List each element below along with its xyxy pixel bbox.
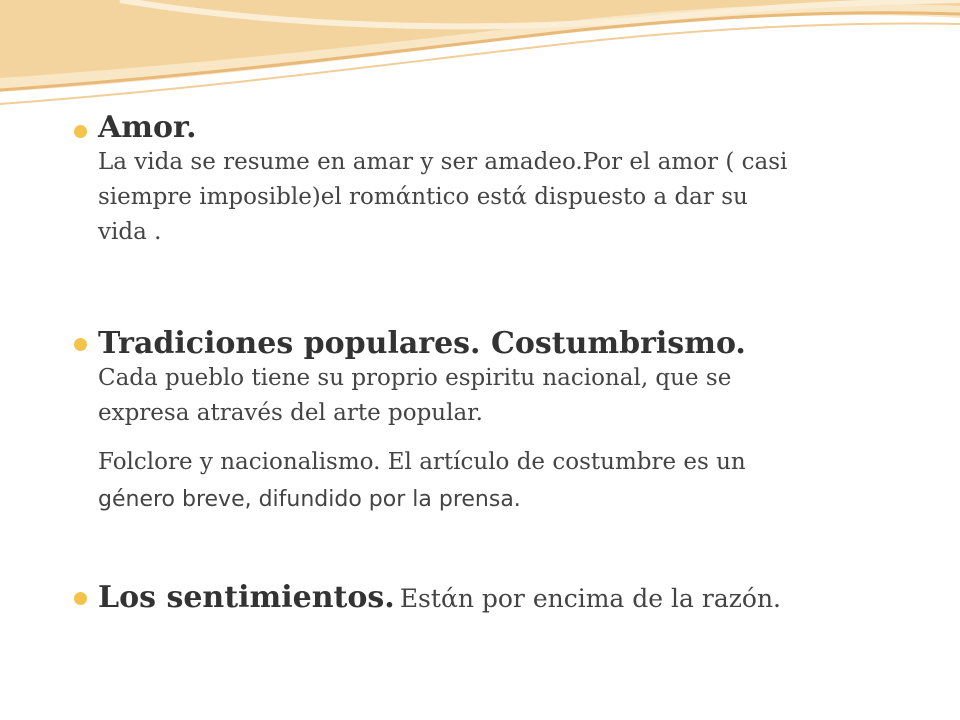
text-line: expresa através del arte popular.	[98, 400, 483, 426]
text-line: Folclore y nacionalismo. El artículo de costumbre es un	[98, 449, 746, 475]
text-line: siempre imposible)el romάntico estά dispuesto a dar su	[98, 184, 748, 210]
text-line: género breve, difundido por la prensa.	[98, 487, 521, 512]
bullet-icon	[74, 338, 87, 351]
heading-sentimientos: Los sentimientos.	[98, 580, 395, 615]
bullet-icon	[74, 125, 87, 138]
bullet-item-sentimientos	[80, 580, 900, 616]
text-tradiciones	[98, 361, 900, 431]
heading-tradiciones: Tradiciones populares. Costumbrismo.	[98, 326, 746, 361]
bullet-item-tradiciones	[80, 326, 900, 519]
bullet-item-amor	[80, 110, 900, 250]
text-amor	[98, 145, 900, 250]
text-line: Cada pueblo tiene su proprio espiritu nacional, que se	[98, 365, 732, 391]
bullet-icon	[74, 592, 87, 605]
heading-amor: Amor.	[98, 110, 197, 145]
text-sentimientos: Estάn por encima de la razón.	[399, 584, 781, 613]
text-line: vida .	[98, 219, 162, 245]
text-line: La vida se resume en amar y ser amadeo.Por el amor ( casi	[98, 149, 788, 175]
text-folclore	[98, 443, 900, 519]
